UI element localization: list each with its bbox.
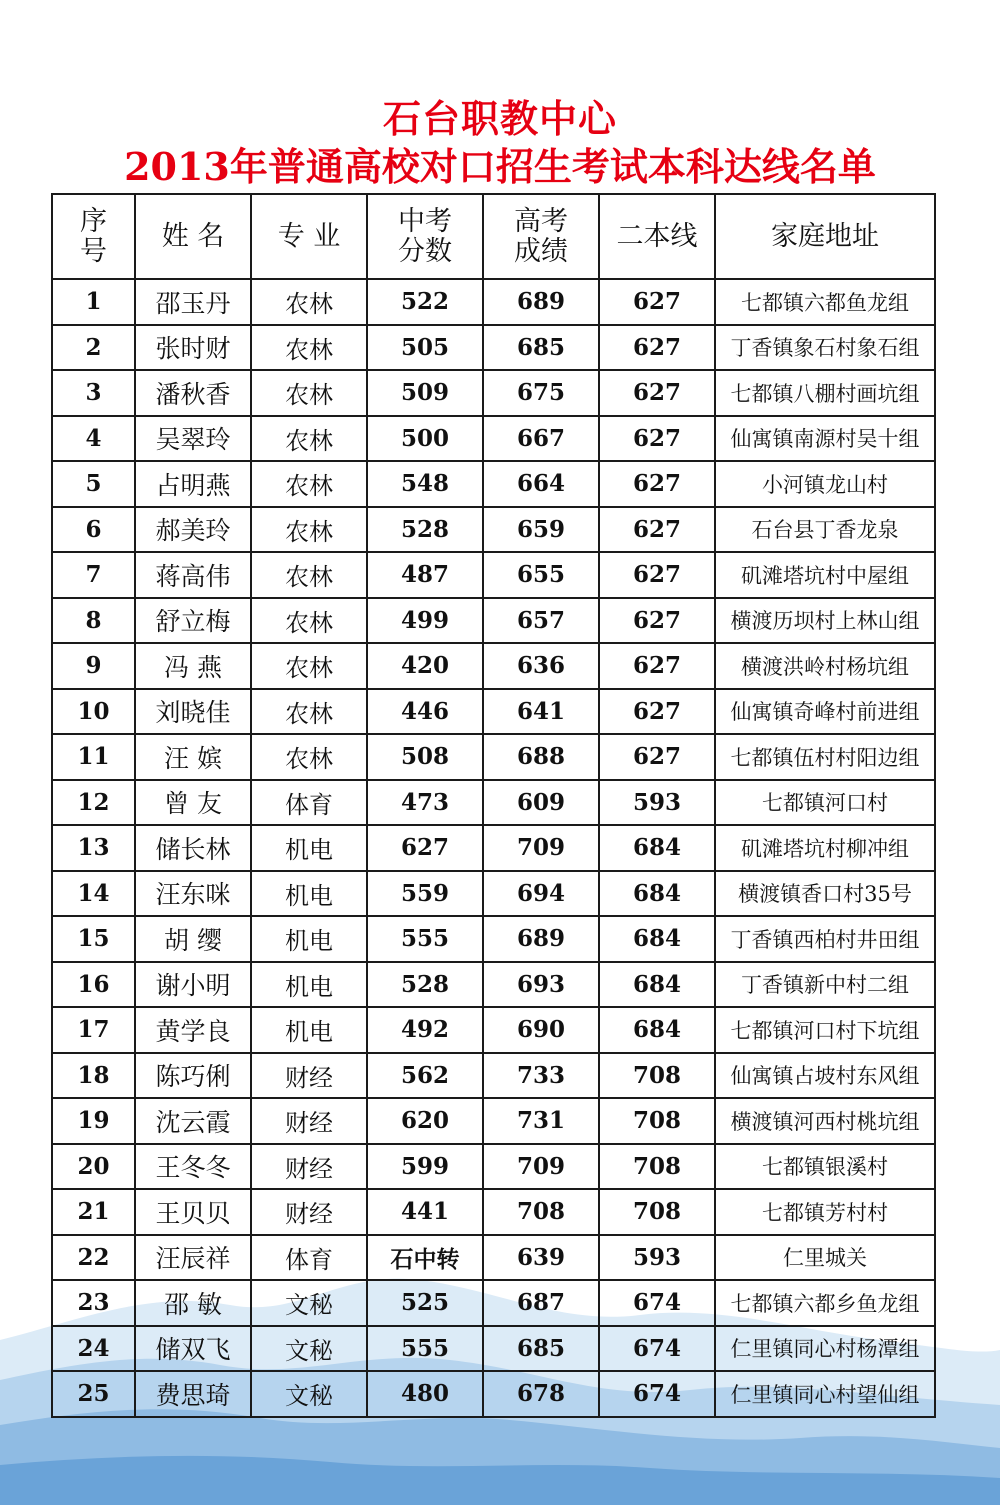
cell-seq: 5: [52, 461, 135, 507]
cell-address: 小河镇龙山村: [715, 461, 935, 507]
table-row: [52, 916, 935, 962]
cell-major: 机电: [251, 825, 367, 871]
cell-address: 横渡镇香口村35号: [715, 871, 935, 917]
table-row: [52, 734, 935, 780]
cell-gk-score: 688: [483, 734, 599, 780]
table-row: [52, 1326, 935, 1372]
cell-name: 张时财: [135, 325, 251, 371]
cell-gk-score: 678: [483, 1371, 599, 1417]
cell-cutoff-line: 627: [599, 734, 715, 780]
cell-name: 潘秋香: [135, 370, 251, 416]
cell-gk-score: 685: [483, 1326, 599, 1372]
cell-gk-score: 731: [483, 1098, 599, 1144]
cell-address: 七都镇河口村: [715, 780, 935, 826]
cell-gk-score: 685: [483, 325, 599, 371]
header-line: 二本线: [599, 194, 715, 279]
cell-major: 农林: [251, 279, 367, 325]
cell-seq: 1: [52, 279, 135, 325]
table-row: [52, 780, 935, 826]
cell-major: 文秘: [251, 1371, 367, 1417]
cell-cutoff-line: 627: [599, 279, 715, 325]
cell-zk-score: 509: [367, 370, 483, 416]
cell-address: 仁里城关: [715, 1235, 935, 1281]
cell-gk-score: 690: [483, 1007, 599, 1053]
cell-zk-score: 599: [367, 1144, 483, 1190]
table-row: [52, 552, 935, 598]
table-row: [52, 1280, 935, 1326]
cell-seq: 8: [52, 598, 135, 644]
cell-zk-score: 505: [367, 325, 483, 371]
cell-gk-score: 609: [483, 780, 599, 826]
cell-name: 刘晓佳: [135, 689, 251, 735]
table-row: [52, 279, 935, 325]
cell-name: 邵玉丹: [135, 279, 251, 325]
cell-gk-score: 709: [483, 825, 599, 871]
cell-gk-score: 693: [483, 962, 599, 1008]
cell-cutoff-line: 627: [599, 370, 715, 416]
cell-major: 体育: [251, 1235, 367, 1281]
cell-gk-score: 675: [483, 370, 599, 416]
table-row: [52, 461, 935, 507]
cell-zk-score: 492: [367, 1007, 483, 1053]
cell-name: 黄学良: [135, 1007, 251, 1053]
cell-address: 仁里镇同心村望仙组: [715, 1371, 935, 1417]
cell-seq: 18: [52, 1053, 135, 1099]
cell-address: 石台县丁香龙泉: [715, 507, 935, 553]
cell-name: 费思琦: [135, 1371, 251, 1417]
header-name: 姓 名: [135, 194, 251, 279]
header-major: 专 业: [251, 194, 367, 279]
cell-major: 农林: [251, 461, 367, 507]
header-address: 家庭地址: [715, 194, 935, 279]
table-row: [52, 370, 935, 416]
table-row: [52, 1144, 935, 1190]
header-seq-a: 序: [80, 205, 107, 237]
cell-cutoff-line: 684: [599, 916, 715, 962]
table-row: [52, 1371, 935, 1417]
table-row: [52, 507, 935, 553]
cell-major: 农林: [251, 689, 367, 735]
header-zk-a: 中考: [398, 205, 452, 237]
table-row: [52, 1189, 935, 1235]
cell-gk-score: 639: [483, 1235, 599, 1281]
cell-zk-score: 499: [367, 598, 483, 644]
cell-cutoff-line: 674: [599, 1326, 715, 1372]
cell-cutoff-line: 684: [599, 1007, 715, 1053]
table-row: [52, 962, 935, 1008]
cell-address: 七都镇六都鱼龙组: [715, 279, 935, 325]
cell-address: 七都镇六都乡鱼龙组: [715, 1280, 935, 1326]
cell-address: 横渡洪岭村杨坑组: [715, 643, 935, 689]
cell-cutoff-line: 627: [599, 325, 715, 371]
cell-major: 农林: [251, 734, 367, 780]
table-row: [52, 1053, 935, 1099]
cell-zk-score: 525: [367, 1280, 483, 1326]
cell-cutoff-line: 708: [599, 1098, 715, 1144]
cell-address: 矶滩塔坑村柳冲组: [715, 825, 935, 871]
cell-seq: 19: [52, 1098, 135, 1144]
cell-seq: 17: [52, 1007, 135, 1053]
cell-zk-score: 石中转: [367, 1235, 483, 1281]
cell-seq: 10: [52, 689, 135, 735]
cell-name: 吴翠玲: [135, 416, 251, 462]
cell-name: 胡 缨: [135, 916, 251, 962]
cell-major: 农林: [251, 598, 367, 644]
cell-name: 汪东咪: [135, 871, 251, 917]
cell-address: 矶滩塔坑村中屋组: [715, 552, 935, 598]
cell-address: 仙寓镇奇峰村前进组: [715, 689, 935, 735]
cell-address: 丁香镇新中村二组: [715, 962, 935, 1008]
table-row: [52, 871, 935, 917]
header-seq: [52, 194, 135, 279]
cell-gk-score: 664: [483, 461, 599, 507]
cell-cutoff-line: 684: [599, 825, 715, 871]
cell-gk-score: 694: [483, 871, 599, 917]
cell-seq: 24: [52, 1326, 135, 1372]
cell-seq: 11: [52, 734, 135, 780]
cell-address: 横渡历坝村上林山组: [715, 598, 935, 644]
cell-cutoff-line: 627: [599, 598, 715, 644]
table-row: [52, 1007, 935, 1053]
cell-name: 蒋高伟: [135, 552, 251, 598]
cell-zk-score: 446: [367, 689, 483, 735]
cell-name: 冯 燕: [135, 643, 251, 689]
cell-major: 财经: [251, 1189, 367, 1235]
page-title: 石台职教中心: [382, 96, 617, 141]
cell-seq: 4: [52, 416, 135, 462]
cell-address: 仙寓镇南源村吴十组: [715, 416, 935, 462]
cell-seq: 16: [52, 962, 135, 1008]
cell-address: 仁里镇同心村杨潭组: [715, 1326, 935, 1372]
cell-zk-score: 562: [367, 1053, 483, 1099]
cell-cutoff-line: 627: [599, 643, 715, 689]
cell-name: 谢小明: [135, 962, 251, 1008]
cell-zk-score: 441: [367, 1189, 483, 1235]
cell-gk-score: 733: [483, 1053, 599, 1099]
cell-seq: 12: [52, 780, 135, 826]
cell-cutoff-line: 627: [599, 552, 715, 598]
cell-name: 王贝贝: [135, 1189, 251, 1235]
cell-major: 农林: [251, 552, 367, 598]
cell-major: 机电: [251, 1007, 367, 1053]
header-gk: [483, 194, 599, 279]
cell-seq: 22: [52, 1235, 135, 1281]
cell-address: 七都镇八棚村画坑组: [715, 370, 935, 416]
cell-cutoff-line: 593: [599, 780, 715, 826]
cell-name: 王冬冬: [135, 1144, 251, 1190]
cell-seq: 23: [52, 1280, 135, 1326]
cell-gk-score: 709: [483, 1144, 599, 1190]
cell-name: 储双飞: [135, 1326, 251, 1372]
page-subtitle: 2013年普通高校对口招生考试本科达线名单: [124, 144, 876, 189]
cell-name: 储长林: [135, 825, 251, 871]
cell-address: 丁香镇象石村象石组: [715, 325, 935, 371]
table-row: [52, 689, 935, 735]
cell-name: 占明燕: [135, 461, 251, 507]
cell-cutoff-line: 593: [599, 1235, 715, 1281]
cell-major: 财经: [251, 1144, 367, 1190]
table-row: [52, 825, 935, 871]
cell-address: 仙寓镇占坡村东风组: [715, 1053, 935, 1099]
cell-name: 郝美玲: [135, 507, 251, 553]
cell-name: 曾 友: [135, 780, 251, 826]
cell-major: 机电: [251, 962, 367, 1008]
table-row: [52, 598, 935, 644]
header-gk-b: 成绩: [514, 235, 568, 267]
header-zk: [367, 194, 483, 279]
header-seq-b: 号: [80, 235, 107, 267]
cell-major: 农林: [251, 370, 367, 416]
cell-name: 汪 嫔: [135, 734, 251, 780]
table-row: [52, 1098, 935, 1144]
cell-zk-score: 627: [367, 825, 483, 871]
cell-zk-score: 559: [367, 871, 483, 917]
cell-address: 七都镇河口村下坑组: [715, 1007, 935, 1053]
cell-name: 邵 敏: [135, 1280, 251, 1326]
cell-zk-score: 480: [367, 1371, 483, 1417]
cell-address: 横渡镇河西村桃坑组: [715, 1098, 935, 1144]
cell-zk-score: 420: [367, 643, 483, 689]
table-row: [52, 1235, 935, 1281]
cell-seq: 13: [52, 825, 135, 871]
cell-zk-score: 548: [367, 461, 483, 507]
cell-major: 农林: [251, 507, 367, 553]
cell-major: 文秘: [251, 1280, 367, 1326]
cell-cutoff-line: 674: [599, 1280, 715, 1326]
table-row: [52, 325, 935, 371]
cell-gk-score: 667: [483, 416, 599, 462]
cell-cutoff-line: 627: [599, 461, 715, 507]
cell-cutoff-line: 627: [599, 416, 715, 462]
cell-name: 汪辰祥: [135, 1235, 251, 1281]
cell-zk-score: 555: [367, 916, 483, 962]
cell-gk-score: 689: [483, 279, 599, 325]
cell-zk-score: 522: [367, 279, 483, 325]
cell-address: 七都镇芳村村: [715, 1189, 935, 1235]
cell-address: 七都镇银溪村: [715, 1144, 935, 1190]
cell-major: 机电: [251, 916, 367, 962]
cell-major: 财经: [251, 1053, 367, 1099]
cell-seq: 15: [52, 916, 135, 962]
cell-seq: 7: [52, 552, 135, 598]
header-zk-b: 分数: [398, 235, 452, 267]
cell-zk-score: 528: [367, 962, 483, 1008]
cell-major: 农林: [251, 416, 367, 462]
cell-major: 农林: [251, 325, 367, 371]
cell-gk-score: 689: [483, 916, 599, 962]
cell-name: 沈云霞: [135, 1098, 251, 1144]
cell-address: 七都镇伍村村阳边组: [715, 734, 935, 780]
cell-seq: 3: [52, 370, 135, 416]
cell-cutoff-line: 708: [599, 1144, 715, 1190]
admission-table: [51, 193, 936, 1418]
cell-seq: 25: [52, 1371, 135, 1417]
header-gk-a: 高考: [514, 205, 568, 237]
cell-gk-score: 641: [483, 689, 599, 735]
cell-seq: 21: [52, 1189, 135, 1235]
cell-gk-score: 708: [483, 1189, 599, 1235]
cell-address: 丁香镇西柏村井田组: [715, 916, 935, 962]
cell-zk-score: 528: [367, 507, 483, 553]
cell-zk-score: 620: [367, 1098, 483, 1144]
cell-gk-score: 659: [483, 507, 599, 553]
table-row: [52, 643, 935, 689]
cell-cutoff-line: 708: [599, 1053, 715, 1099]
cell-seq: 9: [52, 643, 135, 689]
cell-seq: 20: [52, 1144, 135, 1190]
cell-zk-score: 487: [367, 552, 483, 598]
cell-cutoff-line: 627: [599, 507, 715, 553]
cell-major: 文秘: [251, 1326, 367, 1372]
cell-cutoff-line: 684: [599, 871, 715, 917]
cell-major: 体育: [251, 780, 367, 826]
cell-seq: 6: [52, 507, 135, 553]
cell-gk-score: 655: [483, 552, 599, 598]
cell-zk-score: 508: [367, 734, 483, 780]
cell-name: 陈巧俐: [135, 1053, 251, 1099]
cell-cutoff-line: 674: [599, 1371, 715, 1417]
cell-gk-score: 657: [483, 598, 599, 644]
cell-zk-score: 555: [367, 1326, 483, 1372]
cell-gk-score: 687: [483, 1280, 599, 1326]
cell-zk-score: 473: [367, 780, 483, 826]
cell-zk-score: 500: [367, 416, 483, 462]
cell-seq: 2: [52, 325, 135, 371]
cell-gk-score: 636: [483, 643, 599, 689]
cell-cutoff-line: 627: [599, 689, 715, 735]
cell-seq: 14: [52, 871, 135, 917]
cell-cutoff-line: 708: [599, 1189, 715, 1235]
cell-cutoff-line: 684: [599, 962, 715, 1008]
cell-name: 舒立梅: [135, 598, 251, 644]
cell-major: 农林: [251, 643, 367, 689]
table-header-row: [52, 194, 935, 279]
table-row: [52, 416, 935, 462]
cell-major: 机电: [251, 871, 367, 917]
cell-major: 财经: [251, 1098, 367, 1144]
